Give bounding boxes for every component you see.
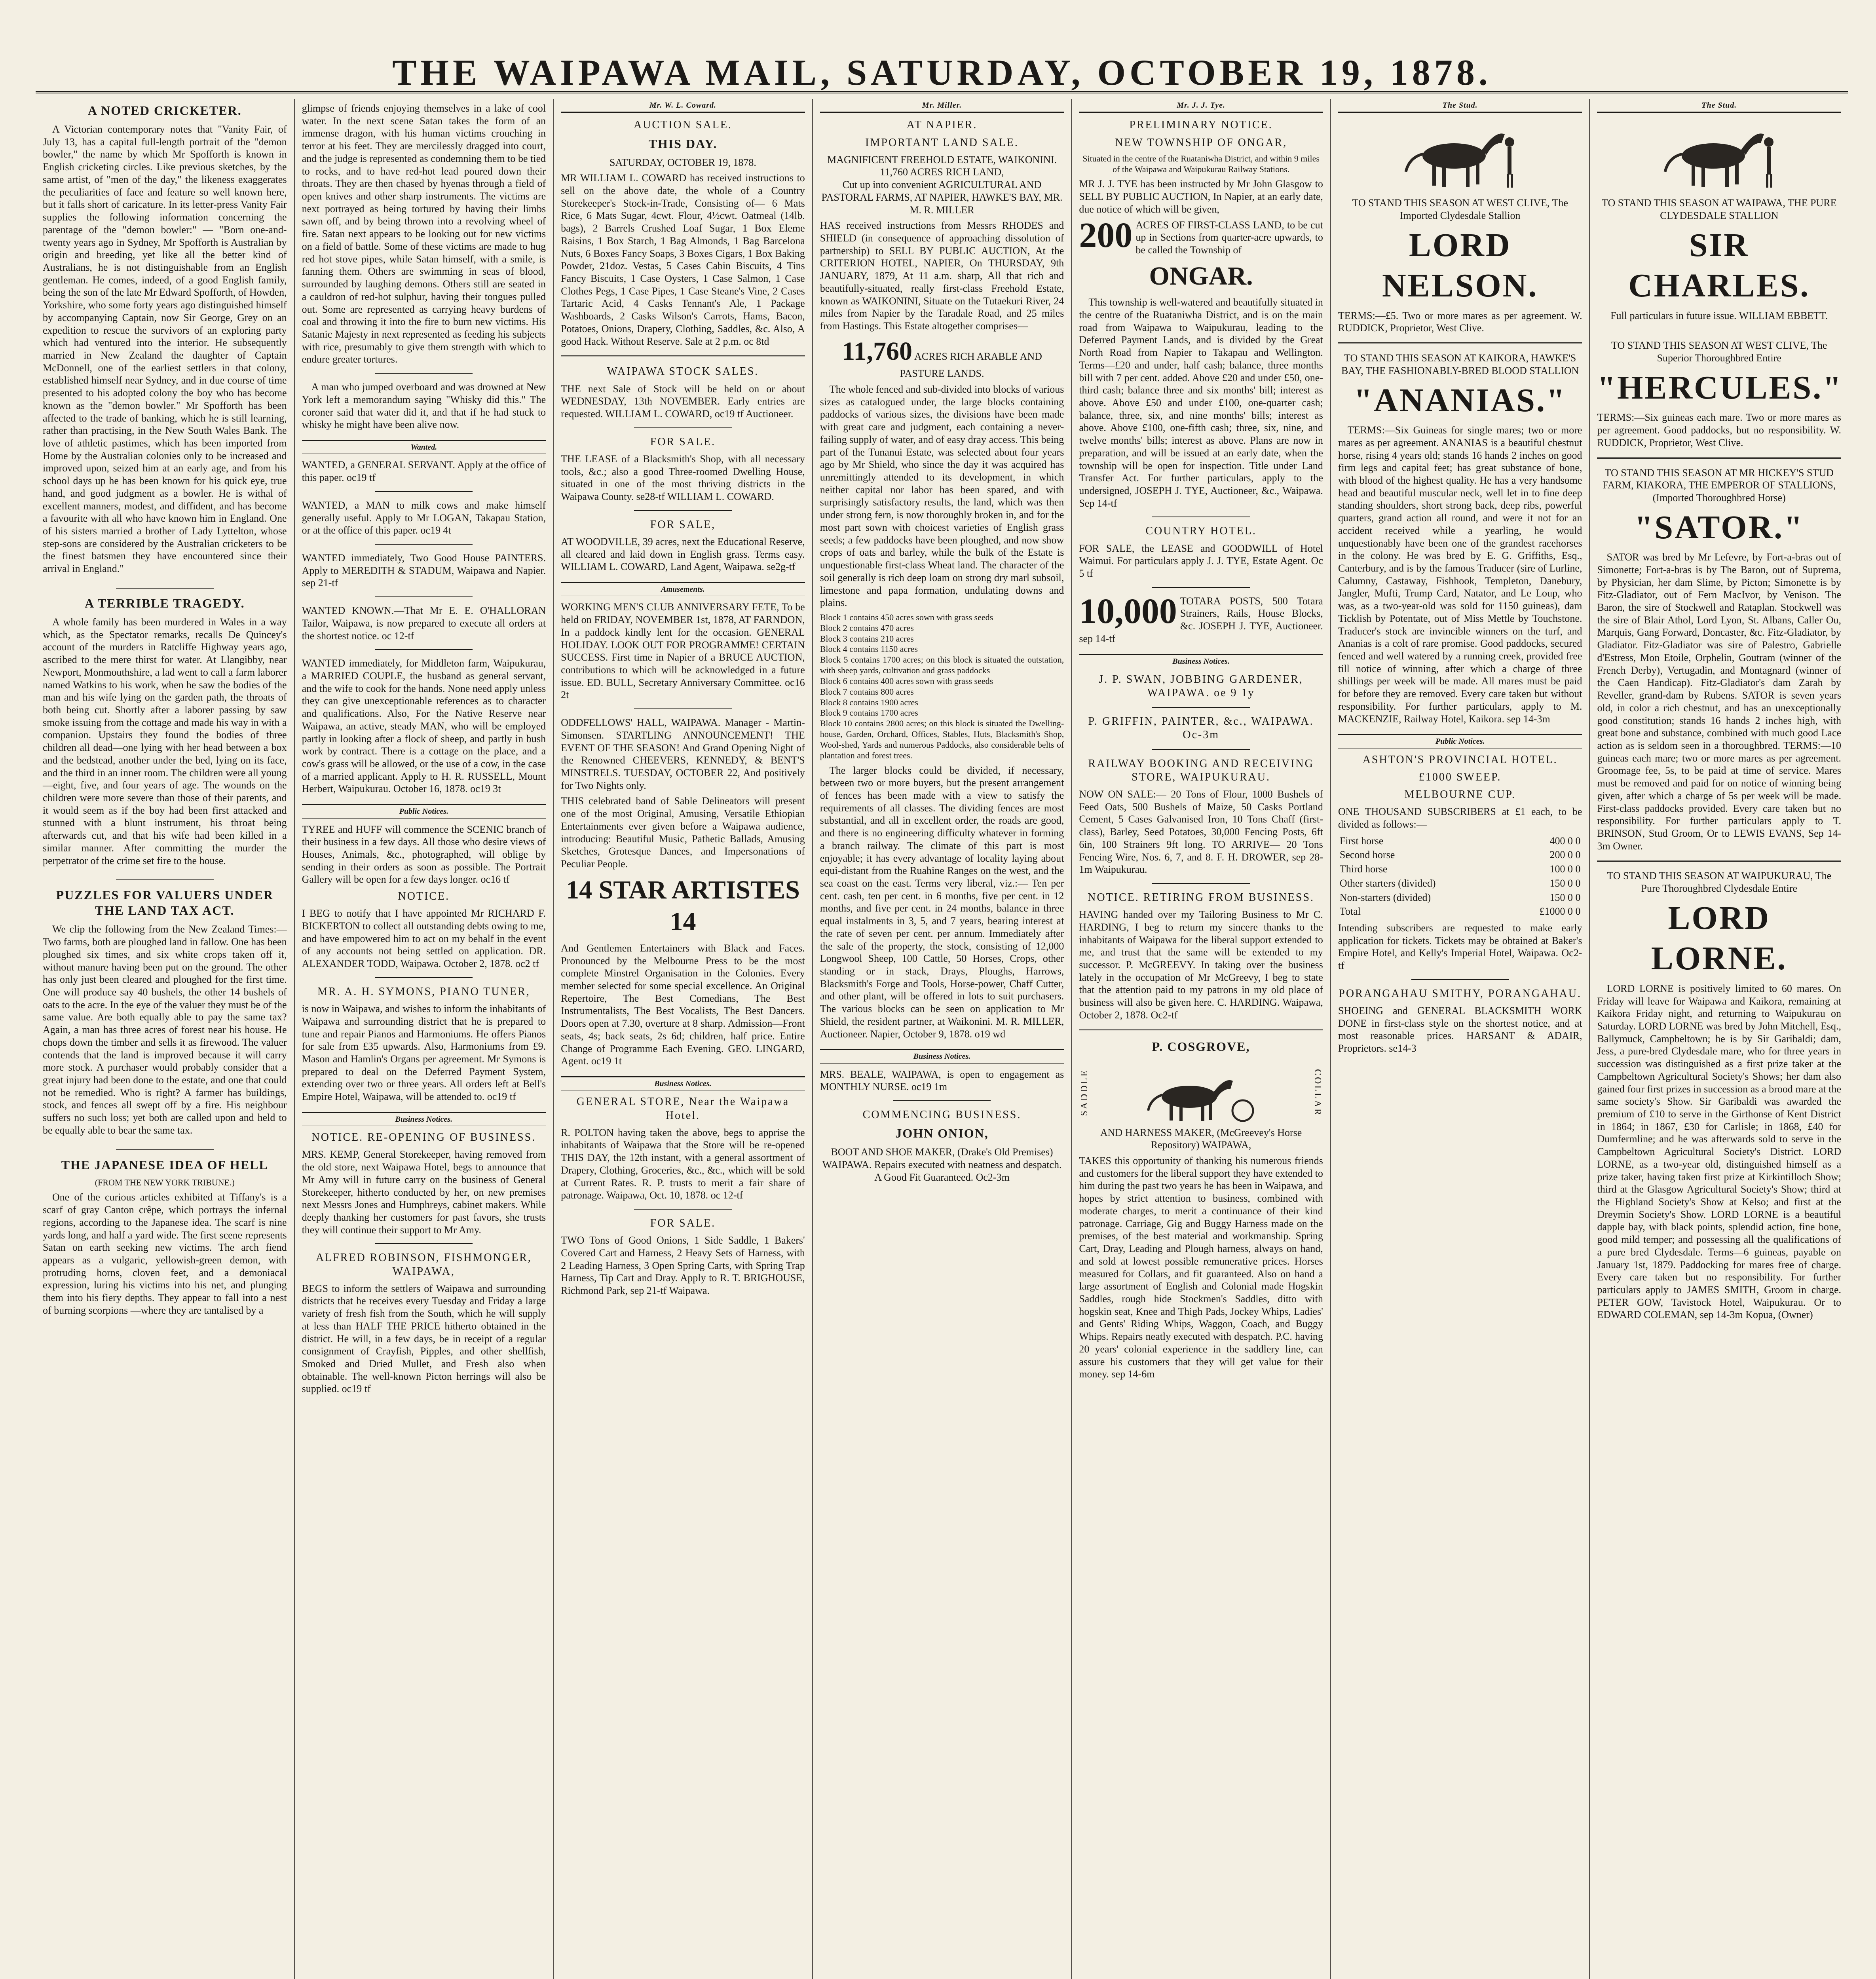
- ad-big-text: ACRES RICH ARABLE AND PASTURE LANDS.: [900, 350, 1042, 380]
- divider: [893, 1100, 991, 1101]
- ad-wanted: WANTED immediately, Two Good House PAINTERS. Apply to MEREDITH & STADUM, Waipawa and Napier. sep 21-tf: [302, 552, 546, 589]
- divider: [375, 491, 473, 492]
- ad-title: MELBOURNE CUP.: [1404, 788, 1516, 801]
- section-head-business: Business Notices.: [561, 1076, 805, 1090]
- column-6: [1330, 99, 1589, 1979]
- ad-nelson-terms: TERMS:—£5. Two or more mares as per agreement. W. RUDDICK, Proprietor, West Clive.: [1338, 310, 1582, 334]
- list-item: Block 7 contains 800 acres: [820, 686, 914, 697]
- article-title: PUZZLES FOR VALUERS UNDER THE LAND TAX ACT.: [56, 888, 273, 918]
- prize-amount: £1000 0 0: [1539, 906, 1581, 917]
- ad-oddfellows: ODDFELLOWS' HALL, WAIPAWA. Manager - Martin-Simonsen. STARTLING ANNOUNCEMENT! THE EVENT OF THE SEASON! And Grand Opening Night of the Renowned CHEEVERS, KENNEDY, & BENT'S MINSTRELS. TUESDAY, OCTOBER 22, And positively for Two Nights only.: [561, 717, 805, 791]
- ad-symons: is now in Waipawa, and wishes to inform the inhabitants of Waipawa and surrounding district that he is prepared to tune and repair Pianos and Harmoniums. He offers Pianos for sale from £35 upwards. Also, Harmoniums from £9. Mason and Hamlin's Organs per agreement. Mr Symons is prepared to deal on the Deferred Payment System, extending over two or three years. All orders left at Bell's Empire Hotel, Waipawa, will be attended to. oc19 tf: [302, 1003, 546, 1103]
- prize-label: Non-starters (divided): [1339, 891, 1431, 903]
- table-row: [1338, 876, 1582, 891]
- ad-rail-store: NOW ON SALE:— 20 Tons of Flour, 1000 Bushels of Feed Oats, 500 Bushels of Maize, 50 Casks Portland Cement, 5 Cases Galvanised Iron, 10 Tons Chaff (first-class), Barley, Seed Potatoes, 30,000 Fencing Posts, 6ft 6in, 100 Strainers 9ft long. TO ARRIVE— 20 Tons Fencing Wire, Nos. 6, 7, and 8. F. H. DROWER, sep 28-1m Waipukurau.: [1079, 788, 1323, 876]
- section-head-wanted: Wanted.: [302, 440, 546, 454]
- prize-amount: 400 0 0: [1549, 835, 1581, 847]
- ad-for-sale: AT WOODVILLE, 39 acres, next the Educational Reserve, all cleared and laid down in English grass. Terms easy. WILLIAM L. COWARD, Land Agent, Waipawa. se2g-tf: [561, 536, 805, 573]
- ad-subtitle: Situated in the centre of the Ruataniwha District, and within 9 miles of the Waipawa and Waipukurau Railway Stations.: [1082, 153, 1320, 174]
- ad-big-number: 10,000: [1079, 591, 1177, 631]
- list-item: Block 10 contains 2800 acres; on this block is situated the Dwelling-house, Garden, Orchard, Offices, Stables, Huts, Blacksmith's Shop, Wool-shed, Yards and numerous Paddocks, also considerable belts of plantation and forest trees.: [820, 718, 1064, 760]
- column-head: The Stud.: [1597, 99, 1841, 113]
- masthead-title: THE WAIPAWA MAIL, SATURDAY, OCTOBER 19, 1878.: [392, 52, 1492, 93]
- column-head: Mr. W. L. Coward.: [561, 99, 805, 113]
- ad-swan: J. P. SWAN, JOBBING GARDENER, WAIPAWA. oe 9 1y: [1099, 673, 1303, 699]
- divider: [634, 1209, 732, 1210]
- ad-cosgrove-name: P. COSGROVE,: [1152, 1039, 1250, 1054]
- prize-label: Second horse: [1339, 849, 1395, 861]
- block-list: [820, 612, 1064, 761]
- ad-big-text: ACRES OF FIRST-CLASS LAND, to be cut up in Sections from quarter-acre upwards, to be called the Township of: [1135, 219, 1323, 256]
- ad-ananias-lead: TO STAND THIS SEASON AT KAIKORA, HAWKE'S BAY, THE FASHIONABLY-BRED BLOOD STALLION: [1341, 352, 1579, 376]
- divider: [1597, 860, 1841, 862]
- ad-tye: MR J. J. TYE has been instructed by Mr John Glasgow to SELL BY PUBLIC AUCTION, In Napier, at an early date, due notice of which will be given,: [1079, 178, 1323, 215]
- ad-body: The whole fenced and sub-divided into blocks of various sizes as catalogued under, the large blocks containing paddocks of various sizes, the divisions have been made with great care and judgment, each containing a never-failing supply of water, and of easy dray access. This being part of the Tunanui Estate, was selected about four years ago by Mr Shield, who since the day it was acquired has unremittingly attended to its development, in which neither capital nor labor has been spared, and with surprisingly satisfactory results, the land, which was then under strong fern, is now thoroughly broken in, and for the most part sown with choicest varieties of English grass seeds; a few paddocks have been ploughed, and now show crops of oats and barley, while the bulk of the Estate is unquestionable first-class Wheat land. The character of the soil generally is rich deep loam on strong dry marl subsoil, limestone and papa formation, undulating downs and plains.: [820, 384, 1064, 609]
- ad-title: FOR SALE.: [650, 1217, 716, 1230]
- section-head-public: Public Notices.: [302, 804, 546, 818]
- divider: [1411, 979, 1509, 980]
- list-item: Block 3 contains 210 acres: [820, 633, 914, 644]
- ad-title: PRELIMINARY NOTICE.: [1129, 119, 1273, 131]
- ad-big-number: 200: [1079, 215, 1133, 255]
- ad-wanted: WANTED, a MAN to milk cows and make himself generally useful. Apply to Mr LOGAN, Takapau Station, or at the office of this paper. oc19 4t: [302, 499, 546, 536]
- column-4: [812, 99, 1071, 1979]
- divider: [634, 708, 732, 709]
- ad-beale: MRS. BEALE, WAIPAWA, is open to engagement as MONTHLY NURSE. oc19 1m: [820, 1068, 1064, 1093]
- ad-charles-lead: TO STAND THIS SEASON AT WAIPAWA, THE PURE CLYDESDALE STALLION: [1602, 197, 1837, 222]
- ad-retire: HAVING handed over my Tailoring Business to Mr C. HARDING, I beg to return my sincere thanks to the inhabitants of Waipawa for the liberal support extended to me, and trust that the same will be extended to my successor. P. McGREEVY. In taking over the business lately in the occupation of Mr McGreevy, I beg to state that the attention paid to my patrons in my old place of business will also be given here. C. HARDING. Waipawa, October 2, 1878. Oc2-tf: [1079, 909, 1323, 1021]
- article-continuation: glimpse of friends enjoying themselves in a lake of cool water. In the next scene Satan takes the form of an immense dragon, with his human victims crouching in terror at his feet. They are mercilessly dragged into court, and the judge is represented as condemning them to be tied to rocks, and to have red-hot lead poured down their throats. They are then chased by hyenas through a field of open knives and other sharp instruments. The victims are next portrayed as being tortured by having their limbs sawn off, and by being thrown into a revolving wheel of fire. Satan next appears to be looking out for new victims on a field of battle. Some of these victims are made to hug red hot stove pipes, while Satan himself, with a smile, is fanning them. Others are swimming in seas of blood, surrounded by laughing demons. Others still are seated in a cauldron of red-hot sulphur, having their tongues pulled out. Some are represented as carrying heavy burdens of coal and throwing it into the fire to burn new victims. His Satanic Majesty in next represented as feeding his subjects with rice, presumably to give them strength with which to endure greater tortures.: [302, 103, 546, 365]
- ad-title: ASHTON'S PROVINCIAL HOTEL.: [1362, 753, 1558, 766]
- ad-sator-lead: TO STAND THIS SEASON AT MR HICKEY'S STUD FARM, KIAKORA, THE EMPEROR OF STALLIONS, (Imported Thoroughbred Horse): [1603, 467, 1836, 503]
- ad-title: FOR SALE.: [650, 435, 716, 448]
- ad-title: COUNTRY HOTEL.: [1145, 525, 1257, 537]
- divider: [116, 879, 214, 880]
- prize-label: First horse: [1339, 835, 1384, 847]
- ad-date: SATURDAY, OCTOBER 19, 1878.: [610, 156, 756, 168]
- section-head-business: Business Notices.: [302, 1112, 546, 1126]
- prize-label: Third horse: [1339, 863, 1388, 875]
- ad-onion: BOOT AND SHOE MAKER, (Drake's Old Premises) WAIPAWA. Repairs executed with neatness and despatch. A Good Fit Guaranteed. Oc2-3m: [822, 1146, 1062, 1183]
- ad-for-sale: TWO Tons of Good Onions, 1 Side Saddle, 1 Bakers' Covered Cart and Harness, 2 Heavy Sets of Harness, with 2 Leading Harness, 3 Open Spring Carts, with Spring Trap Harness, Tip Cart and Dray. Apply to R. T. BRIGHOUSE, Richmond Park, sep 21-tf Waipawa.: [561, 1235, 805, 1297]
- prize-amount: 100 0 0: [1549, 863, 1581, 875]
- ad-artistes: 14 STAR ARTISTES 14: [566, 875, 800, 936]
- prize-table: [1338, 834, 1582, 919]
- ad-body: This township is well-watered and beautifully situated in the centre of the Ruataniwha District, and is on the main road from Waipawa to Waipukurau, leading to the Deferred Payment Lands, and is divided by the Great North Road from Napier to Takapau and Wellington. Terms—£20 and under, half cash; balance, three months bill with 7 per cent. added. Above £20 and under £50, one-third cash; balance three and six months' bill; interest as above. Above £50 and under £100, one-quarter cash; balance, three, six, and nine months' bills; interest as above. Above £100, one-fifth cash; three, six, nine, and twelve months' bills; interest as above. Plans are now in preparation, and will be issued at an early date, when the township will be open for inspection. Title under Land Transfer Act. For further particulars, apply to the undersigned, JOSEPH J. TYE, Auctioneer, &c., Waipawa. Sep 14-tf: [1079, 296, 1323, 509]
- column-3: [553, 99, 812, 1979]
- article-title: THE JAPANESE IDEA OF HELL: [61, 1157, 268, 1172]
- prize-label: Other starters (divided): [1339, 877, 1436, 889]
- list-item: Block 4 contains 1150 acres: [820, 644, 918, 654]
- article-source: (FROM THE NEW YORK TRIBUNE.): [95, 1177, 235, 1187]
- ad-charles: SIR CHARLES.: [1628, 226, 1810, 304]
- ad-subtitle: AND HARNESS MAKER, (McGreevey's Horse Repository) WAIPAWA,: [1100, 1126, 1302, 1151]
- ad-big-acres: [820, 336, 1064, 380]
- ad-wanted: WANTED KNOWN.—That Mr E. E. O'HALLORAN Tailor, Waipawa, is now prepared to execute all orders at the shortest notice. oc 12-tf: [302, 605, 546, 642]
- ad-title: AT NAPIER.: [906, 119, 978, 131]
- article-tragedy: [43, 596, 287, 872]
- horse-carriage-icon: [1142, 1059, 1261, 1126]
- ad-title: NOTICE. RE-OPENING OF BUSINESS.: [311, 1131, 536, 1144]
- article-overboard: A man who jumped overboard and was drowned at New York left a memorandum saying "Whisky did this." The coroner said that water did it, and that if he had stuck to whisky he might have been alive now.: [302, 381, 546, 431]
- divider: [1597, 457, 1841, 459]
- divider: [1079, 1029, 1323, 1031]
- ad-title: THIS DAY.: [648, 136, 718, 151]
- ad-title: PORANGAHAU SMITHY, PORANGAHAU.: [1339, 987, 1582, 1000]
- table-row: [1338, 904, 1582, 919]
- divider: [375, 977, 473, 978]
- column-1: [36, 99, 294, 1979]
- ad-nelson: LORD NELSON.: [1382, 226, 1538, 304]
- ad-sweep-lead: ONE THOUSAND SUBSCRIBERS at £1 each, to be divided as follows:—: [1338, 806, 1582, 830]
- ad-big-number: 11,760: [842, 336, 912, 366]
- ad-sweep-body: Intending subscribers are requested to make early application for tickets. Tickets may be obtained at Baker's Empire Hotel, and Kelly's Imperial Hotel, Waipawa. Oc2-tf: [1338, 922, 1582, 972]
- divider: [375, 1243, 473, 1244]
- article-title: A TERRIBLE TRAGEDY.: [84, 596, 245, 610]
- ad-acres: [1079, 215, 1323, 256]
- ad-title: NOTICE. RETIRING FROM BUSINESS.: [1088, 891, 1315, 904]
- ad-charles-body: Full particulars in future issue. WILLIAM EBBETT.: [1610, 310, 1828, 321]
- ad-title: ALFRED ROBINSON, FISHMONGER, WAIPAWA,: [315, 1252, 532, 1278]
- ad-subtitle: 11,760 ACRES RICH LAND,: [880, 166, 1004, 178]
- divider: [1152, 749, 1250, 750]
- list-item: Block 5 contains 1700 acres; on this block is situated the outstation, with sheep yards, cultivation and grass paddocks: [820, 655, 1064, 676]
- column-head: The Stud.: [1338, 99, 1582, 113]
- ad-title: NOTICE.: [398, 890, 450, 903]
- ad-title: COMMENCING BUSINESS.: [862, 1109, 1022, 1121]
- ad-sator-body: SATOR was bred by Mr Lefevre, by Fort-a-bras out of Simonette; Fort-a-bras is by The Baron, out of Suprema, by Physician, her dam Slime, by Picton; Simonette is by Fitz-Gladiator, out of Fern MacIvor, by Venison. The Baron, the sire of Stockwell and Rataplan. Stockwell was the sire of Blair Athol, Lord Lyon, St. Albans, Caller Ou, Marquis, Gang Forward, Doncaster, &c. Fitz-Gladiator, by Gladiator. Fitz-Gladiator was sire of Palestro, Gabrielle d'Estress, Mon Etoile, Orphelin, Goutram (winner of the French Derby), Vertugadin, and Montagnard (winner of the Caen Handicap). Fitz-Gladiator's dam Zarah by Reveller, grand-dam by Rubens. SATOR is seven years old, in color a rich chestnut, and has an unexceptionally good constitution; stands 16 hands 2 inches high, with great bone and substance, combined with much good Lace action as is seldom seen in a thoroughbred. TERMS:—10 guineas each mare; two or more mares as per agreement. Groomage fee, 5s, to be paid at time of service. Mares must be removed and paid for on notice of winning being given, after which a charge of 5s per week will be made. First-class paddocks provided. Every care taken but no responsibility. For further particulars apply to T. BRINSON, Stud Groom, Or to LEWIS EVANS, Sep 14-3m Owner.: [1597, 551, 1842, 852]
- divider: [116, 588, 214, 589]
- ad-for-sale: THE LEASE of a Blacksmith's Shop, with all necessary tools, &c.; also a good Three-roomed Dwelling House, situated in one of the most thriving districts in the Waipawa County. se28-tf WILLIAM L. COWARD.: [561, 453, 805, 502]
- divider: [1152, 587, 1250, 588]
- columns: [36, 99, 1848, 1979]
- list-item: Block 1 contains 450 acres sown with grass seeds: [820, 612, 993, 622]
- ad-coward-auction: MR WILLIAM L. COWARD has received instructions to sell on the above date, the whole of a Country Storekeeper's Stock-in-Trade, Consisting of— 6 Mats Rice, 6 Mats Sugar, 4cwt. Flour, 4½cwt. Oatmeal (14lb. bags), 2 Barrels Crushed Loaf Sugar, 1 Box Eleme Raisins, 1 Box Starch, 1 Bag Almonds, 1 Bag Barcelona Nuts, 6 Boxes Fancy Soaps, 3 Boxes Cigars, 1 Box Baking Powder, 21doz. Vestas, 5 Cases Cabin Biscuits, 4 Tins Fancy Biscuits, 1 Case Oysters, 1 Case Salmon, 1 Case Clothes Pegs, 1 Case Pipes, 1 Case Steane's Vine, 2 Cases Tartaric Acid, 4 Casks Tennant's Ale, 1 Package Washboards, 2 Casks Wilson's Carrots, Hams, Bacon, Potatoes, Onions, Drapery, Clothing, Saddles, &c. Also, A good Hack. Without Reserve. Sale at 2 p.m. oc 8td: [561, 172, 805, 347]
- ad-stock-sales: THE next Sale of Stock will be held on or about WEDNESDAY, 13th NOVEMBER. Early entries are requested. WILLIAM L. COWARD, oc19 tf Auctioneer.: [561, 383, 805, 420]
- divider: [561, 355, 805, 357]
- ad-body: The larger blocks could be divided, if necessary, between two or more buyers, but the present arrangement of fences has been made with a view to satisfy the requirements of all classes. The dividing fences are most substantial, and all in excellent order, the roads are good, and there is no engineering difficulty whatever in forming a branch railway. The climate of this part is most enjoyable; it has every advantage of locality laying about equi-distant from the Ruahine Ranges on the west, and the sea coast on the east. Terms very liberal, viz.:— Ten per cent. cash, ten per cent. in 6 months, five per cent. in 12 months, and five per cent. in 24 months, balance in three equal instalments in 3, 5, and 7 years, bearing interest at the rate of seven per cent. per annum. Immediately after the sale of the property, the stock, consisting of 12,000 Longwool Sheep, 100 Cattle, 50 Horses, Crops, other standing or in stack, Drays, Ploughs, Harrows, Blacksmith's Forge and Tools, Horse-power, Chaff Cutter, and other plant, will be offered in lots to suit purchasers. The various blocks can be seen on application to Mr Shield, the resident partner, at Waikonini. M. R. MILLER, Auctioneer. Napier, October 9, 1878. o19 wd: [820, 764, 1064, 1040]
- ad-title: WAIPAWA STOCK SALES.: [607, 365, 759, 378]
- divider: [1597, 330, 1841, 331]
- ad-title: RAILWAY BOOKING AND RECEIVING STORE, WAIPUKURAU.: [1088, 757, 1314, 783]
- ad-hercules: "HERCULES.": [1597, 369, 1843, 406]
- article-title: A NOTED CRICKETER.: [87, 103, 242, 118]
- ad-hotel: FOR SALE, the LEASE and GOODWILL of Hotel Waimui. For particulars apply J. J. TYE, Estate Agent. Oc 5 tf: [1079, 542, 1323, 579]
- ad-title: NEW TOWNSHIP OF ONGAR,: [1115, 136, 1287, 149]
- ad-tyree-huff: TYREE and HUFF will commence the SCENIC branch of their business in a few days. All those who desire views of Houses, Animals, &c., photographed, will oblige by sending in their orders as soon as possible. The Portrait Gallery will be open for a few days longer. oc16 tf: [302, 823, 546, 885]
- ad-nelson-lead: TO STAND THIS SEASON AT WEST CLIVE, The Imported Clydesdale Stallion: [1352, 197, 1568, 222]
- saddle-banner: [1079, 1059, 1323, 1126]
- ad-lorne-lead: TO STAND THIS SEASON AT WAIPUKURAU, The Pure Thoroughbred Clydesdale Entire: [1607, 870, 1832, 895]
- ad-ongar: ONGAR.: [1149, 261, 1253, 291]
- ad-minstrels: And Gentlemen Entertainers with Black and Faces. Pronounced by the Melbourne Press to be the most complete Minstrel Organisation in the Colonies. Every member selected for some special excellence. An Original Repertoire, The Best Comedians, The Best Instrumentalists, The Best Vocalists, The Best Dancers. Doors open at 7.30, overture at 8 sharp. Admission—Front seats, 4s; back seats, 2s 6d; children, half price. Entire Change of Programme Each Evening. GEO. LINGARD, Agent. oc19 1t: [561, 942, 805, 1067]
- ad-title: FOR SALE,: [650, 518, 716, 531]
- ad-smithy: SHOEING and GENERAL BLACKSMITH WORK DONE in first-class style on the shortest notice, and at most reasonable prices. HARSANT & ADAIR, Proprietors. se14-3: [1338, 1005, 1582, 1054]
- ad-general-store: R. POLTON having taken the above, begs to apprise the inhabitants of Waipawa that the Store will be re-opened THIS DAY, the 12th instant, with a general assortment of Drapery, Clothing, Groceries, &c., &c., which will be sold at Current Rates. R. P. trusts to merit a fair share of patronage. Waipawa, Oct. 10, 1878. oc 12-tf: [561, 1126, 805, 1201]
- section-head-business: Business Notices.: [1079, 654, 1323, 668]
- ad-todd: I BEG to notify that I have appointed Mr RICHARD F. BICKERTON to collect all outstanding debts owing to me, and have empowered him to act on my behalf in the event of any accounts not being settled on application. DR. ALEXANDER TODD, Waipawa. October 2, 1878. oc2 tf: [302, 908, 546, 970]
- ad-lorne-body: LORD LORNE is positively limited to 60 mares. On Friday will leave for Waipawa and Kaikora, remaining at Kaikora Friday night, and returning to Waipukurau on Saturday. LORD LORNE was bred by John Mitchell, Esq., Ballymuck, Campbeltown; he is by Sir Garibaldi; dam, Jess, a pure-bred Clydesdale mare, who for three years in succession was distinguished as a first prize taker at the Campbeltown Agricultural Society's Shows; her dam also gained four first prizes in succession as a brood mare at the same society's Show. Sir Garibaldi was awarded the premium of £10 to serve in the Girthonse of Kent District in 1864; in 1867, £30 for Carlisle; in 1868, £40 for Dumfermline; and he was afterwards sold to serve in the Campbeltown Agricultural Society's District. LORD LORNE, as a two-year old, distinguished himself as a prize taker, having taken first prize at Kirkintilloch Show; third at the Glasgow Agricultural Society's Show; third at the Highland Society's Show at Kelso; and first at the Dreymin Society's Show. LORD LORNE is a beautiful dapple bay, with black points, splendid action, fine bone, good mild temper; and possessing all the qualifications of a pure bred Clydesdale. Terms—6 guineas, payable on January 1st, 1879. Paddocking for mares free of charge. Every care taken but no responsibility. For further particulars apply to JAMES SMITH, Groom in charge. PETER GOW, Tavistock Hotel, Waipukurau. Or to EDWARD COLEMAN, sep 14-3m Kopua, (Owner): [1597, 982, 1842, 1321]
- ad-ananias-body: TERMS:—Six Guineas for single mares; two or more mares as per agreement. ANANIAS is a beautiful chestnut horse, rising 4 years old; stands 16 hands 2 inches on good firm legs and capital feet; has great substance of bone, with blood of the highest quality. He has a very handsome head and beautiful muscular neck, well let in to fine deep standing shoulders, short strong back, deep ribs, powerful quarters, grand action all round, and were it not for an accident received while a yearling, he would unquestionably have been one of the grandest racehorses in the colony. He was bred by E. G. Griffiths, Esq., Canterbury, and is by the famous Traducer (sire of Lurline, Calumny, Castaway, Fishhook, Templeton, Danebury, Jangler, Mufti, Trump Card, Natator, and Le Loup, who was, as a two-year-old was sold for 1150 guineas), dam Ticklish by Potentate, out of Miss Mettle by Touchstone. Traducer's stock are invincible winners on the turf, and Ananias is a colt of rare promise. Good paddocks, secured fenced and well watered by a running creek, provided free till notice of winning, after which a charge of three shillings per week will be made. All mares must be paid for before they are removed. Every care taken but without responsibility. For further particulars, apply to M. MACKENZIE, Railway Hotel, Kaikora. sep 14-3m: [1338, 424, 1582, 725]
- table-row: [1338, 848, 1582, 862]
- ad-title: GENERAL STORE, Near the Waipawa Hotel.: [576, 1096, 790, 1122]
- ad-lorne: LORD LORNE.: [1651, 899, 1787, 977]
- column-head: Mr. Miller.: [820, 99, 1064, 113]
- ad-posts: [1079, 591, 1323, 645]
- divider: [634, 427, 732, 428]
- ad-title: IMPORTANT LAND SALE.: [865, 136, 1019, 149]
- article-puzzles: [43, 887, 287, 1142]
- prize-label: Total: [1339, 906, 1361, 917]
- list-item: Block 6 contains 400 acres sown with grass seeds: [820, 676, 993, 686]
- divider: [634, 510, 732, 511]
- section-head-business: Business Notices.: [820, 1049, 1064, 1063]
- prize-amount: 200 0 0: [1549, 849, 1581, 861]
- column-head: Mr. J. J. Tye.: [1079, 99, 1323, 113]
- divider: [1152, 707, 1250, 708]
- table-row: [1338, 862, 1582, 876]
- divider: [375, 596, 473, 597]
- ad-wanted: WANTED, a GENERAL SERVANT. Apply at the office of this paper. oc19 tf: [302, 459, 546, 484]
- ad-griffin: P. GRIFFIN, PAINTER, &c., WAIPAWA. Oc-3m: [1088, 715, 1314, 741]
- ad-title: JOHN ONION,: [895, 1126, 989, 1141]
- article-body: A Victorian contemporary notes that "Vanity Fair, of July 13, has a capital full-length portrait of the "demon bowler," the name by which Mr Spofforth is known in English cricketing circles. Like previous sketches, by the same artist, of "men of the day," the likeness exaggerates the peculiarities of face and feature so well known here, but it falls short of caricature. In its letter-press Vanity Fair supplies the following information concerning the parentage of the "demon bowler:" — "Born one-and-twenty years ago in Sydney, Mr Spofforth is Australian by origin and breeding, yet like all the better kind of Australians, he is not distinguishable from an English gentleman. He comes, indeed, of a good English family, being the son of the late Mr Edward Spofforth, of Howden, Yorkshire, who some forty years ago distinguished himself by accompanying Captain, now Sir George, Grey on an expedition to rescue the survivors of an exploring party which had ventured into the interior. He subsequently married in New Zealand the daughter of Captain McDonnell, one of the earliest settlers in that colony, established himself near Sydney, and in due course of time presented to his adopted colony the boy who has become known as the "demon bowler." Mr Spofforth has been affected to the trade of banking, which he is still learning, rather than practising, in the New South Wales Bank. The love of athletic pastimes, which has been imported from Home by the Australian colonies only to be increased and improved upon, seized him at an early age, and from his school days up he has been known for his quick eye, true hand, and good judgment as a bowler. He is withal of excellent manners, modest, and diffident, and has become a favourite with all who have known him in England. One of his sisters married a brother of Lady Lyttelton, whose step-sons are considered by the Australian cricketers to be the finest batsmen they have encountered since their arrival in England.": [43, 123, 287, 575]
- stallion-icon: [1395, 118, 1525, 194]
- ad-robinson: BEGS to inform the settlers of Waipawa and surrounding districts that he receives every Tuesday and Friday a large variety of fresh fish from the South, which he will supply at less than HALF THE PRICE hitherto obtained in the district. He will, in a few days, be in receipt of a regular consignment of Crayfish, Pipples, and other shellfish, Smoked and Dried Mullet, and Fresh also when obtainable. The well-known Picton herrings will also be supplied. oc19 tf: [302, 1282, 546, 1395]
- prize-amount: 150 0 0: [1549, 891, 1581, 903]
- saddle-label: SADDLE: [1079, 1069, 1090, 1116]
- list-item: Block 8 contains 1900 acres: [820, 697, 918, 707]
- masthead: [36, 44, 1848, 93]
- ad-cosgrove: TAKES this opportunity of thanking his numerous friends and customers for the liberal support they have extended to him during the past two years he has been in Waipawa, and hopes by strict attention to business, combined with moderate charges, to merit a continuance of their kind patronage. Carriage, Gig and Buggy Harness made on the premises, of the best material and workmanship. Spring Cart, Dray, Leading and Plough harness, always on hand, and sold at lowest possible remunerative prices. Horses measured for Collars, and fit guaranteed. Also on hand a large assortment of English and Colonial made Hogskin Saddles, rough hide Stockmen's Saddles, ditto with hogskin seat, Knee and Thigh Pads, Jockey Whips, Ladies' and Gents' Riding Whips, Waggon, Coach, and Buggy Whips. Repairs neatly executed with despatch. P.C. having 20 years' colonial experience in the saddlery line, can assure his customers that they will get value for their money. sep 14-6m: [1079, 1155, 1323, 1380]
- ad-posts-text: TOTARA POSTS, 500 Totara Strainers, Rails, House Blocks, &c. JOSEPH J. TYE, Auctioneer. sep 14-tf: [1079, 595, 1323, 644]
- ad-kemp: MRS. KEMP, General Storekeeper, having removed from the old store, next Waipawa Hotel, begs to announce that Mr Amy will in future carry on the business of General Storekeeper, hitherto conducted by her, on new premises next Messrs Jones and Humphreys, cabinet makers. While deeply thanking her customers for past favors, she trusts they will continue their support to Mr Amy.: [302, 1149, 546, 1236]
- column-7: [1589, 99, 1848, 1979]
- divider: [1338, 342, 1582, 344]
- ad-ananias: "ANANIAS.": [1354, 382, 1566, 419]
- divider: [375, 544, 473, 545]
- divider: [375, 649, 473, 650]
- ad-minstrels: THIS celebrated band of Sable Delineators will present one of the most Original, Amusing, Versatile Ethiopian Entertainments ever given before a Waipawa audience, introducing: Beautiful Music, Pathetic Ballads, Amusing Sketches, Grotesque Dances, and Impersonations of Peculiar People.: [561, 795, 805, 870]
- divider: [375, 373, 473, 374]
- list-item: Block 2 contains 470 acres: [820, 623, 914, 633]
- table-row: [1338, 834, 1582, 848]
- ad-sator: "SATOR.": [1634, 509, 1804, 546]
- column-2: [294, 99, 553, 1979]
- article-cricketer: [43, 103, 287, 581]
- ad-title: AUCTION SALE.: [633, 119, 732, 131]
- ad-title: £1000 SWEEP.: [1418, 771, 1502, 783]
- stallion-icon: [1654, 118, 1785, 194]
- section-head-amusements: Amusements.: [561, 582, 805, 596]
- list-item: Block 9 contains 1700 acres: [820, 708, 918, 718]
- section-head-public: Public Notices.: [1338, 734, 1582, 748]
- ad-wanted: WANTED immediately, for Middleton farm, Waipukurau, a MARRIED COUPLE, the husband as general servant, and the wife to cook for the hands. None need apply unless they can give unexceptionable references as to character and qualifications. Also, For the Native Reserve near Waipawa, an active, steady MAN, who will be employed partly in looking after a flock of sheep, and partly in bush work by contract. There is a cottage on the place, and a cow's grass will be allowed, or the use of a cow, in the case of a married applicant. Apply to H. R. RUSSELL, Mount Herbert, Waipukurau. October 16, 1878. oc19 3t: [302, 657, 546, 795]
- article-japanese-hell: [43, 1157, 287, 1322]
- article-body: A whole family has been murdered in Wales in a way which, as the Spectator remarks, recalls De Quincey's account of the murders in Ratcliffe Highway years ago, ascribed to the mere thirst for water. At Llangibby, near Newport, Monmouthshire, a lad went to call a farm laborer named Watkins to his work, when he saw the bodies of the man and his wife lying on the garden path, the throats of both being cut. Shortly after a laborer passing by saw smoke issuing from the cottage and made his way in with a companion. Upstairs they found the bodies of three children all dead—one lying with her head between a box and the bedstead, another under the bed, lying on its face, and the third in an inner room. The children were all young—eight, five, and four years of age. The wounds on the children were more severe than those of their parents, and it would seem as if the boy had been first attacked and stunned with a blunt instrument, his throat being afterwards cut, and that his wife had been killed in a similar manner. After committing the murder the perpetrator of the crime set fire to the house.: [43, 616, 287, 866]
- ad-lead: Cut up into convenient AGRICULTURAL AND PASTORAL FARMS, AT NAPIER, HAWKE'S BAY, MR. M. R. MILLER: [821, 179, 1063, 216]
- ad-fete: WORKING MEN'S CLUB ANNIVERSARY FETE, To be held on FRIDAY, NOVEMBER 1st, 1878, AT FARNDON, In a paddock kindly lent for the occasion. GENERAL HOLIDAY. LOOK OUT FOR PROGRAMME! CERTAIN SUCCESS. First time in Napier of a BRUCE AUCTION, contributions to which will be acknowledged in a future issue. ED. BULL, Secretary Anniversary Committee. oc16 2t: [561, 601, 805, 701]
- divider: [116, 1149, 214, 1150]
- table-row: [1338, 891, 1582, 905]
- article-body: We clip the following from the New Zealand Times:—Two farms, both are ploughed land in fallow. One has been ploughed six times, and six white crops taken off it, without manure having been put on the ground. The other has only just been cleared and ploughed for the first time. One will produce say 40 bushels, the other 14 bushels of oats to the acre. In the eye of the valuer they must be of the same value. Are both equally able to pay the same tax? Again, a man has three acres of forest near his house. He chops down the timber and sells it as firewood. The valuer contends that the land is improved because it will carry more stock. A purchaser would probably consider that a great injury had been done to the estate, and one that could not be remedied. Who is right? A farmer has buildings, stock, and fences all swept off by a fire. His neighbour suffers no such loss; yet both are called upon and held to be equally able to bear the same tax.: [43, 923, 287, 1136]
- ad-hercules-lead: TO STAND THIS SEASON AT WEST CLIVE, The Superior Thoroughbred Entire: [1611, 340, 1827, 364]
- ad-body: HAS received instructions from Messrs RHODES and SHIELD (in consequence of approaching dissolution of partnership) to SELL BY PUBLIC AUCTION, At the CRITERION HOTEL, NAPIER, On THURSDAY, 9th JANUARY, 1879, At 11 a.m. sharp, All that rich and beautifully-situated, really first-class Freehold Estate, known as WAIKONINI, Situate on the Tutaekuri River, 24 miles from Napier by the Taradale Road, and 25 miles from Hastings. This Estate altogether comprises—: [820, 220, 1064, 332]
- divider: [1152, 883, 1250, 884]
- article-body: One of the curious articles exhibited at Tiffany's is a scarf of gray Canton crêpe, which portrays the infernal regions, according to the Japanese idea. The scarf is nine yards long, and half a yard wide. The first scene represents Satan on earth seeking new victims. The arch fiend appears as a vulgaric, yellowish-green demon, with protruding horns, cloven feet, and a demoniacal expression, luring his victims into his net, and plunging them into his fiery depths. They appear to fall into a nest of burning scorpions —where they are tantalised by a: [43, 1191, 287, 1316]
- ad-hercules-body: TERMS:—Six guineas each mare. Two or more mares as per agreement. Good paddocks, but no responsibility. W. RUDDICK, Proprietor, West Clive.: [1597, 412, 1842, 448]
- prize-amount: 150 0 0: [1549, 877, 1581, 889]
- collar-label: COLLAR: [1312, 1069, 1323, 1117]
- column-5: [1071, 99, 1330, 1979]
- ad-subtitle: MAGNIFICENT FREEHOLD ESTATE, WAIKONINI.: [827, 154, 1057, 165]
- ad-title: MR. A. H. SYMONS, PIANO TUNER,: [317, 985, 530, 998]
